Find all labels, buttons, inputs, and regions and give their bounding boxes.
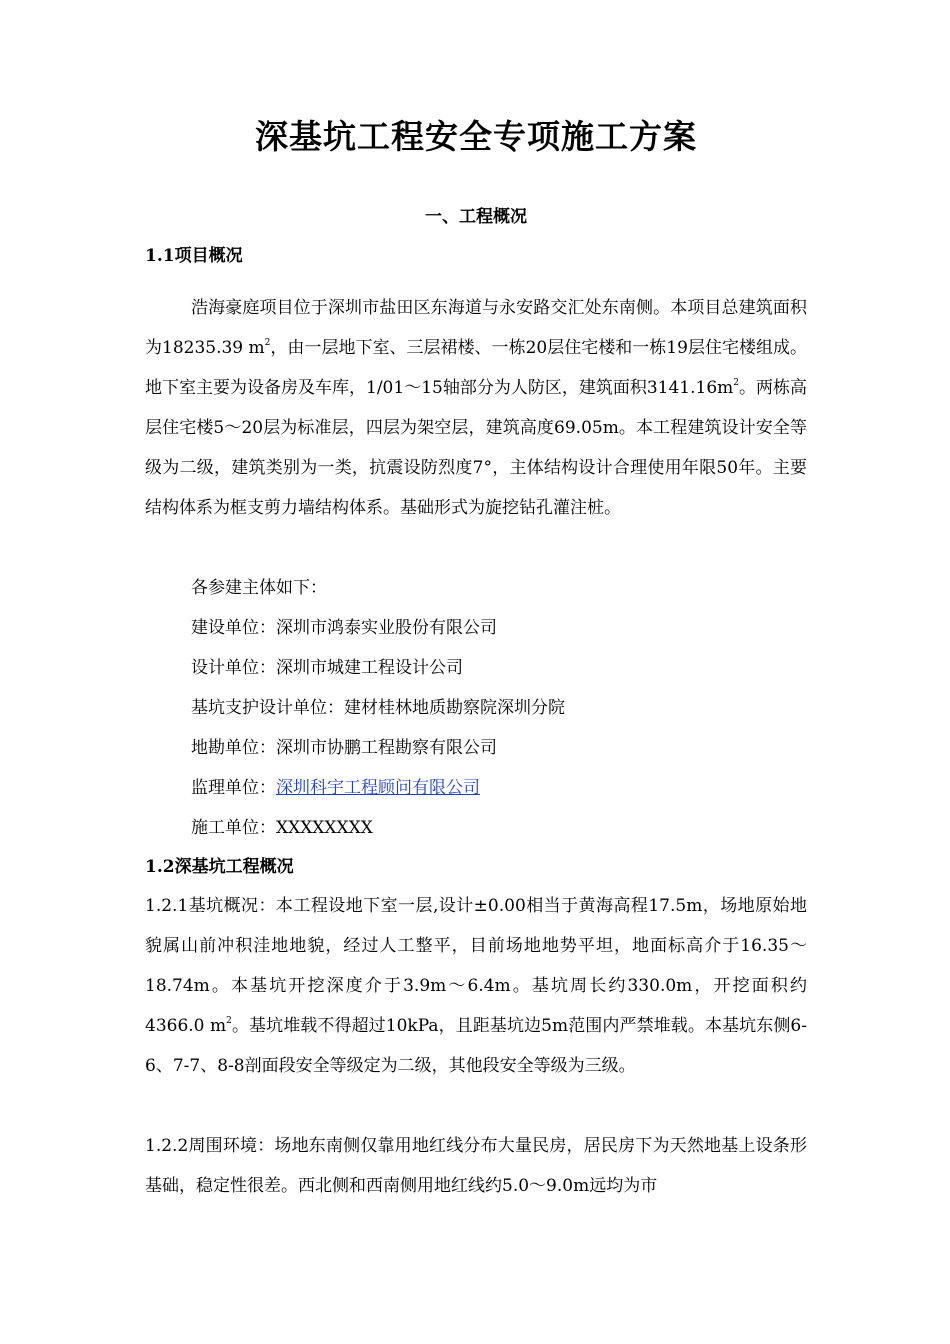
- contractor-unit: 施工单位：XXXXXXXX: [191, 818, 373, 838]
- design-unit: 设计单位：深圳市城建工程设计公司: [191, 658, 463, 678]
- heading-1-2: 1.2深基坑工程概况: [145, 857, 294, 877]
- supervision-unit: [191, 773, 480, 803]
- section-heading-overview: 一、工程概况: [425, 207, 527, 227]
- heading-1-1: 1.1项目概况: [145, 246, 243, 266]
- supervision-company-link[interactable]: 深圳科宇工程顾问有限公司: [276, 778, 480, 798]
- paragraph-surroundings: 1.2.2周围环境：场地东南侧仅靠用地红线分布大量民房，居民房下为天然地基上设条形基础，稳定性很差。西北侧和西南侧用地红线约5.0～9.0m远均为市: [145, 1136, 807, 1196]
- parties-intro: 各参建主体如下：: [191, 578, 327, 598]
- support-design-unit: 基坑支护设计单位：建材桂林地质勘察院深圳分院: [191, 698, 565, 718]
- p121-sup: 2: [226, 1016, 232, 1026]
- owner-unit: 建设单位：深圳市鸿泰实业股份有限公司: [191, 618, 497, 638]
- p121-text-a: 1.2.1基坑概况：本工程设地下室一层,设计±0.00相当于黄海高程17.5m，场地原始地貌属山前冲积洼地地貌，经过人工整平，目前场地地势平坦，地面标高介于16.35～18.74m。本基坑开挖深度介于3.9m～6.4m。基坑周长约330.0m，开挖面积约4366.0 m: [145, 896, 807, 1036]
- p1-sup-2: 2: [733, 378, 739, 388]
- p1-sup-1: 2: [264, 338, 271, 348]
- p121-text-b: 。基坑堆载不得超过10kPa，且距基坑边5m范围内严禁堆载。本基坑东侧6-6、7-7、8-8剖面段安全等级定为二级，其他段安全等级为三级。: [145, 1016, 807, 1076]
- document-title: 深基坑工程安全专项施工方案: [255, 117, 697, 156]
- supervision-label: 监理单位：: [191, 778, 276, 798]
- survey-unit: 地勘单位：深圳市协鹏工程勘察有限公司: [191, 738, 497, 758]
- p1-text-b: ，由一层地下室、三层裙楼、一栋20层住宅楼和一栋19层住宅楼组成。地下室主要为设备房及车库，1/01～15轴部分为人防区，建筑面积3141.16m: [145, 338, 808, 398]
- paragraph-project-overview: [145, 288, 807, 528]
- p1-text-c: 。两栋高层住宅楼5～20层为标准层，四层为架空层，建筑高度69.05m。本工程建筑设计安全等级为二级，建筑类别为一类，抗震设防烈度7°，主体结构设计合理使用年限50年。主要结构体系为框支剪力墙结构体系。基础形式为旋挖钻孔灌注桩。: [145, 378, 808, 518]
- paragraph-pit-overview: [145, 886, 807, 1086]
- p1-text-a: 浩海豪庭项目位于深圳市盐田区东海道与永安路交汇处东南侧。本项目总建筑面积为18235.39 m: [145, 298, 807, 358]
